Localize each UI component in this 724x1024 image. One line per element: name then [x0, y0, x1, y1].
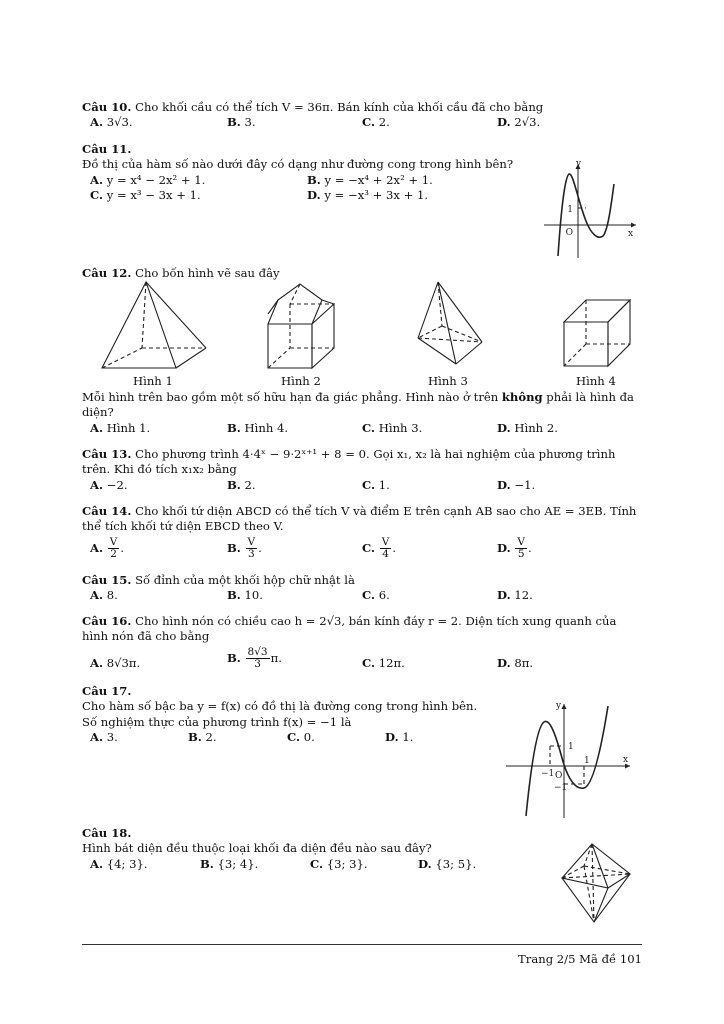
caption-hinh-3: Hình 3 — [428, 374, 468, 388]
caption-hinh-4: Hình 4 — [576, 374, 616, 388]
option-c[interactable]: C. 6. — [362, 588, 390, 603]
fraction: $\frac{V}{5}$ — [517, 535, 525, 561]
option-d[interactable]: D. 8π. — [497, 655, 534, 670]
question-16 — [82, 614, 644, 681]
figure-hinh-2 — [264, 280, 340, 372]
option-a[interactable]: A. −2. — [90, 477, 128, 492]
option-c[interactable]: C. 2. — [362, 115, 390, 130]
question-text: Cho hình nón có chiều cao h = 2√3, bán kính đáy r = 2. Diện tích xung quanh của hình nón đã cho bằng — [82, 614, 617, 644]
origin-label: O — [555, 771, 563, 781]
graph-q11 — [540, 156, 640, 260]
question-13-stem — [82, 447, 644, 478]
question-number: Câu 15. — [82, 573, 132, 587]
question-text: Cho khối tứ diện ABCD có thể tích V và điểm E trên cạnh AB sao cho AE = 3EB. Tính thể tích khối tứ diện EBCD theo V. — [82, 504, 637, 534]
question-number: Câu 14. — [82, 504, 132, 518]
question-12-body — [82, 390, 644, 436]
option-d[interactable]: D. 2√3. — [497, 115, 541, 130]
caption-hinh-1: Hình 1 — [133, 374, 173, 388]
footer-divider — [82, 944, 642, 945]
curve — [526, 706, 608, 816]
option-b[interactable]: B. Hình 4. — [227, 420, 289, 435]
option-c[interactable]: C. y = x³ − 3x + 1. — [90, 187, 201, 202]
option-b[interactable]: B. 2. — [227, 477, 256, 492]
option-a[interactable]: A. $\frac{V}{2}$ . — [90, 535, 125, 561]
question-12-stem — [82, 266, 644, 281]
option-c[interactable]: C. Hình 3. — [362, 420, 423, 435]
option-a[interactable]: A. y = x⁴ − 2x² + 1. — [90, 172, 206, 187]
question-13 — [82, 447, 644, 493]
question-text: Hình bát diện đều thuộc loại khối đa diện đều nào sau đây? — [82, 841, 432, 856]
question-number: Câu 17. — [82, 684, 132, 698]
figure-hinh-3 — [412, 280, 488, 372]
y-label: y — [556, 701, 562, 711]
options-row — [82, 478, 644, 493]
option-a[interactable]: A. 8√3π. — [90, 655, 141, 670]
question-number: Câu 10. — [82, 100, 132, 114]
x-axis-arrow — [631, 223, 636, 228]
option-a[interactable]: A. {4; 3}. — [90, 856, 148, 871]
question-text: Cho hàm số bậc ba y = f(x) có đồ thị là đường cong trong hình bên. — [82, 699, 478, 714]
option-b[interactable]: B. 2. — [188, 729, 217, 744]
question-10 — [82, 100, 644, 130]
figure-octahedron — [556, 842, 636, 926]
question-number: Câu 12. — [82, 266, 132, 280]
options-row — [82, 421, 644, 436]
option-d[interactable]: D. 1. — [385, 729, 414, 744]
option-d[interactable]: D. Hình 2. — [497, 420, 558, 435]
options-row — [82, 535, 644, 569]
figure-hinh-1 — [98, 280, 210, 372]
question-text: Đồ thị của hàm số nào dưới đây có dạng như đường cong trong hình bên? — [82, 157, 514, 172]
question-number: Câu 18. — [82, 826, 132, 840]
page-footer: Trang 2/5 Mã đề 101 — [518, 952, 642, 966]
question-text: Cho phương trình 4·4ˣ − 9·2ˣ⁺¹ + 8 = 0. Gọi x₁, x₂ là hai nghiệm của phương trình trên. Khi đó tích x₁x₂ bằng — [82, 447, 616, 477]
option-b[interactable]: B. {3; 4}. — [200, 856, 259, 871]
question-text: Cho bốn hình vẽ sau đây — [135, 266, 280, 280]
options-row — [82, 588, 644, 603]
options-row — [82, 173, 542, 188]
figure-hinh-4 — [560, 296, 636, 372]
options-row — [82, 188, 542, 203]
option-a[interactable]: A. 8. — [90, 588, 118, 603]
options-row — [82, 115, 644, 130]
fraction: $\frac{8√3}{3}$ — [247, 645, 268, 671]
tick-label-y1: 1 — [568, 742, 574, 752]
tick-label-yneg1: −1 — [554, 783, 568, 793]
option-b[interactable]: B. y = −x⁴ + 2x² + 1. — [307, 172, 433, 187]
question-number: Câu 13. — [82, 447, 132, 461]
option-a[interactable]: A. Hình 1. — [90, 420, 151, 435]
y-label: y — [576, 159, 582, 169]
option-c[interactable]: C. {3; 3}. — [310, 856, 368, 871]
front-face — [102, 282, 176, 368]
tick-label: 1 — [567, 205, 573, 215]
question-text-2: Số nghiệm thực của phương trình f(x) = −1 là — [82, 714, 352, 729]
option-a[interactable]: A. 3. — [90, 729, 118, 744]
question-10-stem — [82, 100, 644, 115]
fraction: $\frac{V}{4}$ — [381, 535, 390, 561]
option-d[interactable]: D. 12. — [497, 588, 533, 603]
option-d[interactable]: D. {3; 5}. — [418, 856, 477, 871]
question-text: Số đỉnh của một khối hộp chữ nhật là — [135, 573, 355, 587]
fraction: $\frac{V}{3}$ — [247, 535, 256, 561]
option-d[interactable]: D. −1. — [497, 477, 536, 492]
question-15 — [82, 573, 644, 603]
option-c[interactable]: C. 1. — [362, 477, 390, 492]
option-d[interactable]: D. $\frac{V}{5}$ . — [497, 535, 532, 561]
option-a[interactable]: A. 3√3. — [90, 115, 133, 130]
fraction: $\frac{V}{2}$ — [109, 535, 118, 561]
option-b[interactable]: B. $\frac{V}{3}$ . — [227, 535, 262, 561]
option-b[interactable]: B. 3. — [227, 115, 256, 130]
option-b[interactable]: B. $\frac{8√3}{3}$ π. — [227, 645, 282, 671]
origin-label: O — [565, 228, 573, 238]
option-c[interactable]: C. $\frac{V}{4}$ . — [362, 535, 397, 561]
option-c[interactable]: C. 12π. — [362, 655, 405, 670]
question-14 — [82, 504, 644, 569]
question-number: Câu 11. — [82, 142, 132, 156]
question-18 — [82, 826, 512, 872]
question-12 — [82, 266, 644, 281]
caption-hinh-2: Hình 2 — [281, 374, 321, 388]
options-row — [82, 645, 644, 681]
options-row — [82, 857, 512, 872]
question-number: Câu 16. — [82, 614, 132, 628]
question-16-stem — [82, 614, 644, 645]
graph-q17 — [504, 696, 634, 822]
option-c[interactable]: C. 0. — [287, 729, 315, 744]
option-b[interactable]: B. 10. — [227, 588, 263, 603]
x-label: x — [623, 755, 629, 765]
emphasis-khong: không — [501, 390, 543, 404]
x-label: x — [628, 229, 634, 239]
question-17 — [82, 684, 512, 745]
y-axis-arrow — [562, 704, 567, 709]
question-15-stem — [82, 573, 644, 588]
question-11 — [82, 142, 542, 203]
question-14-stem — [82, 504, 644, 535]
options-row — [82, 730, 512, 745]
tick-label-x1: 1 — [584, 756, 590, 766]
tick-label-xneg1: −1 — [541, 769, 555, 779]
option-d[interactable]: D. y = −x³ + 3x + 1. — [307, 187, 429, 202]
question-text: Cho khối cầu có thể tích V = 36π. Bán kính của khối cầu đã cho bằng — [135, 100, 544, 114]
question-text-2: Mỗi hình trên bao gồm một số hữu hạn đa giác phẳng. Hình nào ở trên không phải là hình đa diện? — [82, 390, 634, 420]
